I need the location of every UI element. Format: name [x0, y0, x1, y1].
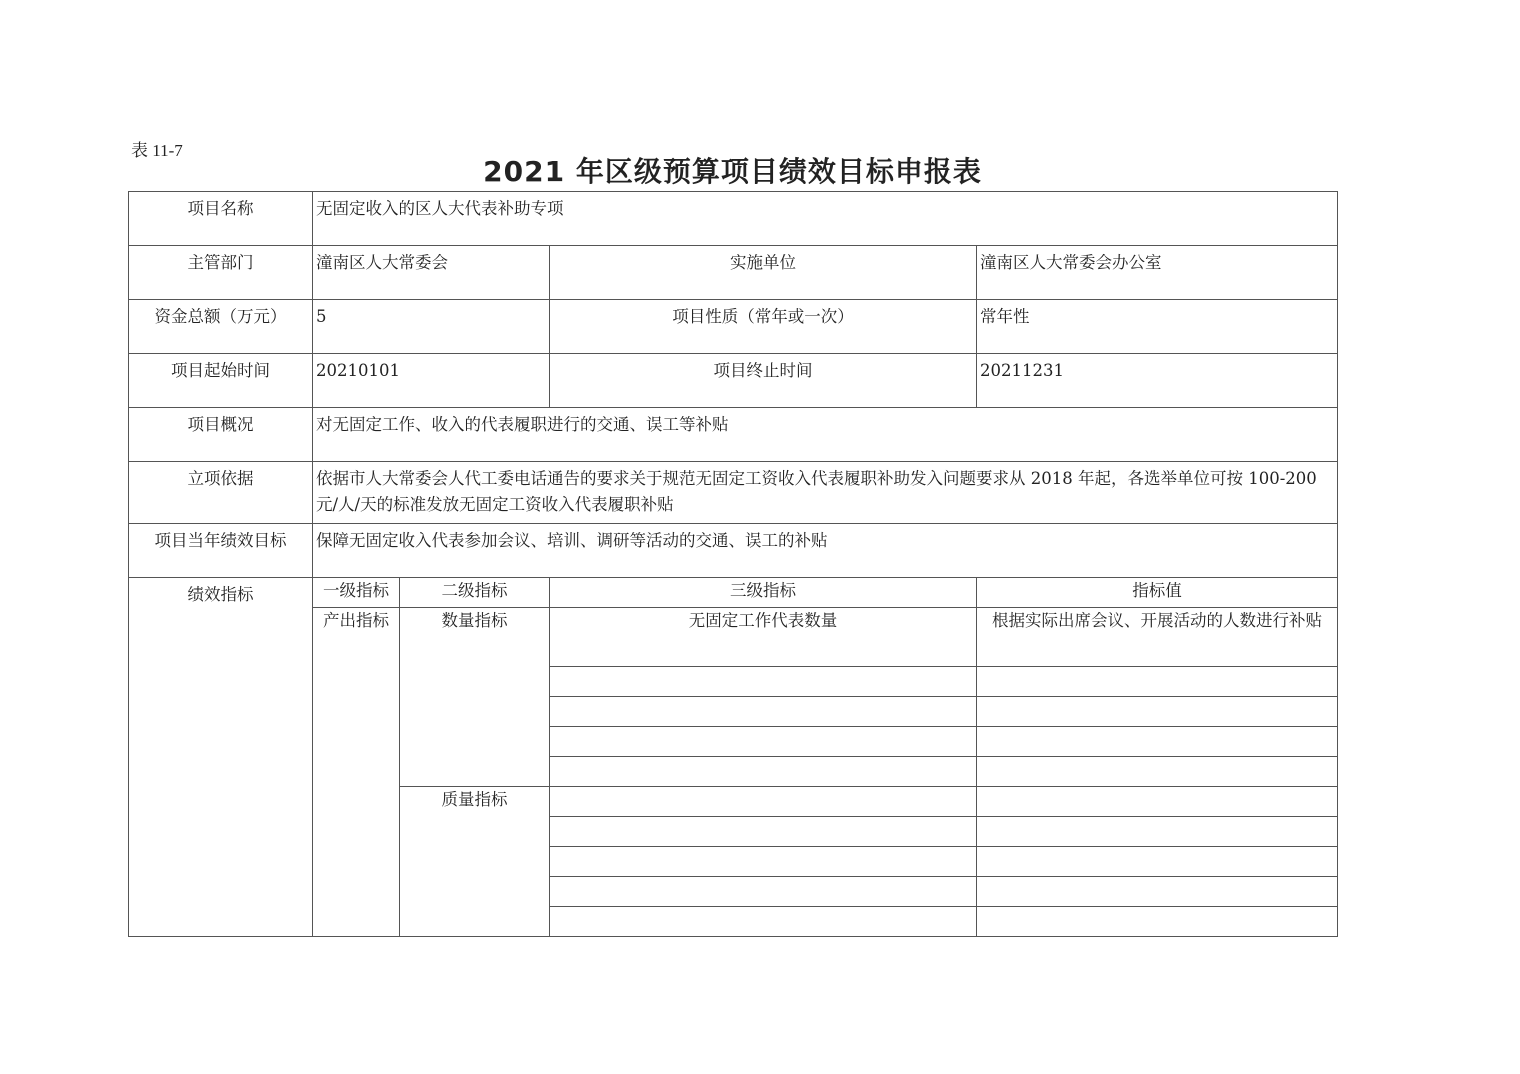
- indicator-value-cell: [977, 727, 1338, 757]
- department-label: 主管部门: [129, 246, 313, 300]
- indicator-value-cell: [977, 817, 1338, 847]
- department-value: 潼南区人大常委会: [313, 246, 550, 300]
- level3-cell: [550, 667, 977, 697]
- annual-goal-label: 项目当年绩效目标: [129, 524, 313, 578]
- start-time-value: 20210101: [313, 354, 550, 408]
- indicator-value-cell: [977, 697, 1338, 727]
- implementer-value: 潼南区人大常委会办公室: [977, 246, 1338, 300]
- project-name-label: 项目名称: [129, 192, 313, 246]
- row-time: [129, 354, 1338, 408]
- nature-value: 常年性: [977, 300, 1338, 354]
- indicators-label: 绩效指标: [129, 578, 313, 937]
- page-title: 2021 年区级预算项目绩效目标申报表: [483, 155, 982, 188]
- indicator-value-cell: [977, 757, 1338, 787]
- overview-label: 项目概况: [129, 408, 313, 462]
- level3-cell: [550, 907, 977, 937]
- row-project-name: [129, 192, 1338, 246]
- end-time-label: 项目终止时间: [550, 354, 977, 408]
- total-funds-value: 5: [313, 300, 550, 354]
- annual-goal-value: 保障无固定收入代表参加会议、培训、调研等活动的交通、误工的补贴: [313, 524, 1338, 578]
- indicator-value-cell: [977, 847, 1338, 877]
- table-number: 表 11-7: [131, 141, 183, 160]
- level3-cell: [550, 727, 977, 757]
- row-funds: [129, 300, 1338, 354]
- indicator-value-cell: [977, 787, 1338, 817]
- end-time-value: 20211231: [977, 354, 1338, 408]
- indicator-value-cell: 根据实际出席会议、开展活动的人数进行补贴: [977, 608, 1338, 667]
- level3-cell: [550, 787, 977, 817]
- performance-target-table: [128, 191, 1338, 937]
- level3-cell: [550, 877, 977, 907]
- implementer-label: 实施单位: [550, 246, 977, 300]
- level3-cell: [550, 697, 977, 727]
- row-annual-goal: [129, 524, 1338, 578]
- quality-indicator-label: 质量指标: [400, 787, 550, 937]
- basis-label: 立项依据: [129, 462, 313, 524]
- row-basis: [129, 462, 1338, 524]
- value-header: 指标值: [977, 578, 1338, 608]
- quantity-indicator-label: 数量指标: [400, 608, 550, 787]
- indicator-value-cell: [977, 907, 1338, 937]
- level3-cell: [550, 757, 977, 787]
- row-overview: [129, 408, 1338, 462]
- level3-cell: [550, 847, 977, 877]
- indicator-value-cell: [977, 667, 1338, 697]
- level3-cell: 无固定工作代表数量: [550, 608, 977, 667]
- start-time-label: 项目起始时间: [129, 354, 313, 408]
- project-name-value: 无固定收入的区人大代表补助专项: [313, 192, 1338, 246]
- output-indicator-label: 产出指标: [313, 608, 400, 937]
- indicator-value-cell: [977, 877, 1338, 907]
- nature-label: 项目性质（常年或一次）: [550, 300, 977, 354]
- basis-value: 依据市人大常委会人代工委电话通告的要求关于规范无固定工资收入代表履职补助发入问题要求从 2018 年起，各选举单位可按 100-200 元/人/天的标准发放无固定工资收入代表履职补贴: [313, 462, 1338, 524]
- indicator-header-row: [129, 578, 1338, 608]
- overview-value: 对无固定工作、收入的代表履职进行的交通、误工等补贴: [313, 408, 1338, 462]
- row-department: [129, 246, 1338, 300]
- level3-cell: [550, 817, 977, 847]
- total-funds-label: 资金总额（万元）: [129, 300, 313, 354]
- level2-header: 二级指标: [400, 578, 550, 608]
- level3-header: 三级指标: [550, 578, 977, 608]
- level1-header: 一级指标: [313, 578, 400, 608]
